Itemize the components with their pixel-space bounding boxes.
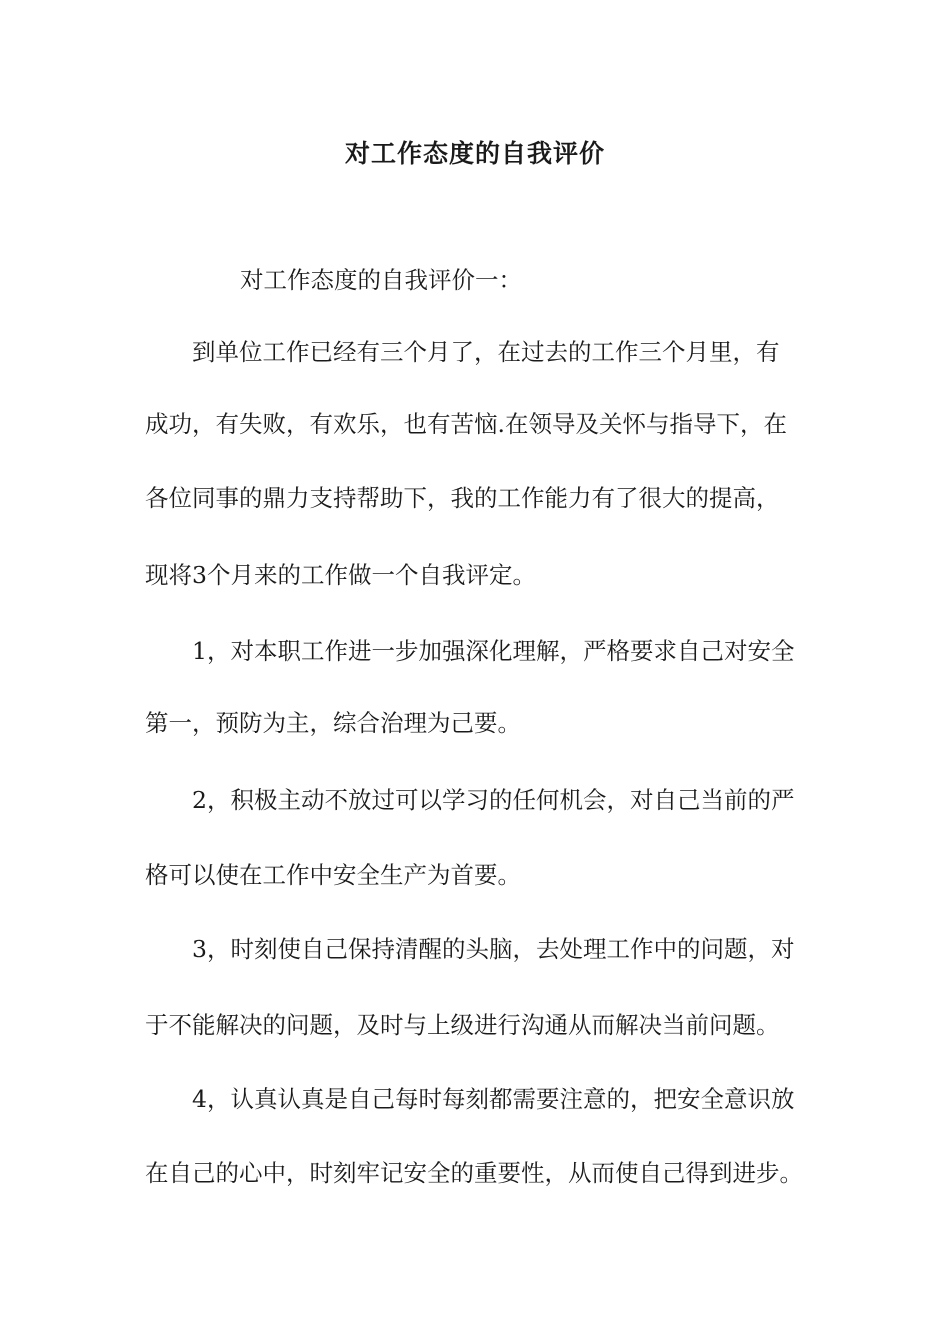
paragraph-line: 现将3个月来的工作做一个自我评定。 bbox=[145, 561, 536, 589]
paragraph-line: 到单位工作已经有三个月了，在过去的工作三个月里，有 bbox=[192, 338, 780, 366]
document-title: 对工作态度的自我评价 bbox=[344, 139, 605, 168]
section-heading: 对工作态度的自我评价一： bbox=[240, 266, 522, 294]
paragraph-line: 于不能解决的问题，及时与上级进行沟通从而解决当前问题。 bbox=[145, 1011, 780, 1039]
paragraph-line: 各位同事的鼎力支持帮助下，我的工作能力有了很大的提高， bbox=[145, 484, 780, 512]
paragraph-line: 格可以使在工作中安全生产为首要。 bbox=[145, 861, 521, 889]
paragraph-line: 在自己的心中，时刻牢记安全的重要性，从而使自己得到进步。 bbox=[145, 1159, 803, 1187]
paragraph-line: 1，对本职工作进一步加强深化理解，严格要求自己对安全 bbox=[192, 637, 795, 665]
paragraph-line: 2，积极主动不放过可以学习的任何机会，对自己当前的严 bbox=[192, 786, 795, 814]
paragraph-line: 4，认真认真是自己每时每刻都需要注意的，把安全意识放 bbox=[192, 1085, 795, 1113]
paragraph-line: 成功，有失败，有欢乐，也有苦恼.在领导及关怀与指导下，在 bbox=[145, 410, 787, 438]
paragraph-line: 3，时刻使自己保持清醒的头脑，去处理工作中的问题，对 bbox=[192, 935, 795, 963]
paragraph-line: 第一，预防为主，综合治理为己要。 bbox=[145, 709, 521, 737]
